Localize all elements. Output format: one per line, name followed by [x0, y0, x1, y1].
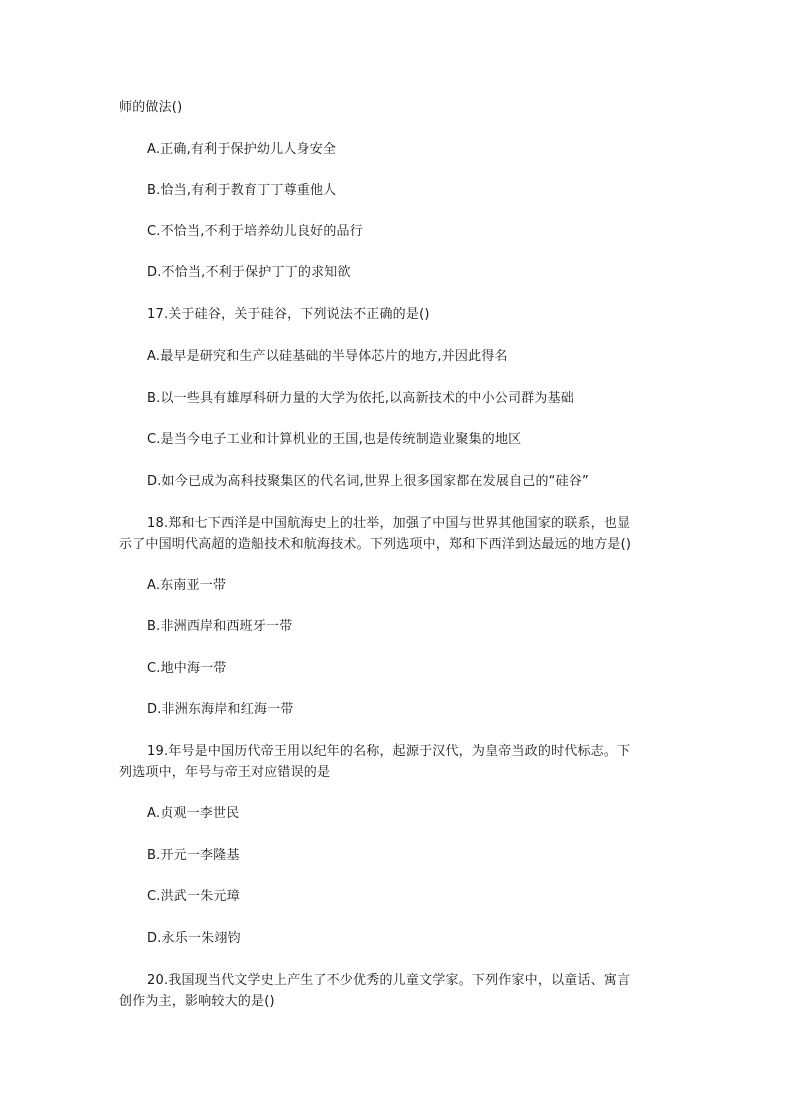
question-16-stem-tail: 师的做法() — [119, 100, 183, 115]
question-17-stem: 17.关于硅谷，关于硅谷，下列说法不正确的是() — [147, 307, 430, 322]
question-18-option-a: A.东南亚一带 — [147, 578, 227, 593]
question-20-stem-line-2: 创作为主，影响较大的是() — [119, 994, 275, 1009]
question-17-option-a: A.最早是研究和生产以硅基础的半导体芯片的地方,并因此得名 — [147, 349, 508, 364]
question-18-stem-line-2: 示了中国明代高超的造船技术和航海技术。下列选项中，郑和下西洋到达最远的地方是() — [119, 537, 632, 552]
question-17-option-d: D.如今已成为高科技聚集区的代名词,世界上很多国家都在发展自己的“硅谷” — [147, 474, 589, 489]
question-19-option-a: A.贞观一李世民 — [147, 806, 240, 821]
question-18-option-c: C.地中海一带 — [147, 661, 227, 676]
question-16-option-d: D.不恰当,不利于保护丁丁的求知欲 — [147, 265, 351, 280]
question-19-option-b: B.开元一李隆基 — [147, 848, 240, 863]
question-20-stem-line-1: 20.我国现当代文学史上产生了不少优秀的儿童文学家。下列作家中，以童话、寓言 — [147, 973, 631, 988]
question-19-option-d: D.永乐一朱翊钧 — [147, 931, 241, 946]
question-19-stem-line-1: 19.年号是中国历代帝王用以纪年的名称，起源于汉代，为皇帝当政的时代标志。下 — [147, 744, 631, 759]
question-19-stem-line-2: 列选项中，年号与帝王对应错误的是 — [119, 765, 331, 780]
question-18-option-d: D.非洲东海岸和红海一带 — [147, 702, 294, 717]
question-17-option-c: C.是当今电子工业和计算机业的王国,也是传统制造业聚集的地区 — [147, 432, 522, 447]
question-16-option-c: C.不恰当,不利于培养幼儿良好的品行 — [147, 224, 363, 239]
question-18-option-b: B.非洲西岸和西班牙一带 — [147, 619, 293, 634]
question-16-option-a: A.正确,有利于保护幼儿人身安全 — [147, 142, 337, 157]
question-19-option-c: C.洪武一朱元璋 — [147, 889, 240, 904]
question-17-option-b: B.以一些具有雄厚科研力量的大学为依托,以高新技术的中小公司群为基础 — [147, 391, 574, 406]
question-18-stem-line-1: 18.郑和七下西洋是中国航海史上的壮举，加强了中国与世界其他国家的联系，也显 — [147, 516, 631, 531]
question-16-option-b: B.恰当,有利于教育丁丁尊重他人 — [147, 183, 337, 198]
